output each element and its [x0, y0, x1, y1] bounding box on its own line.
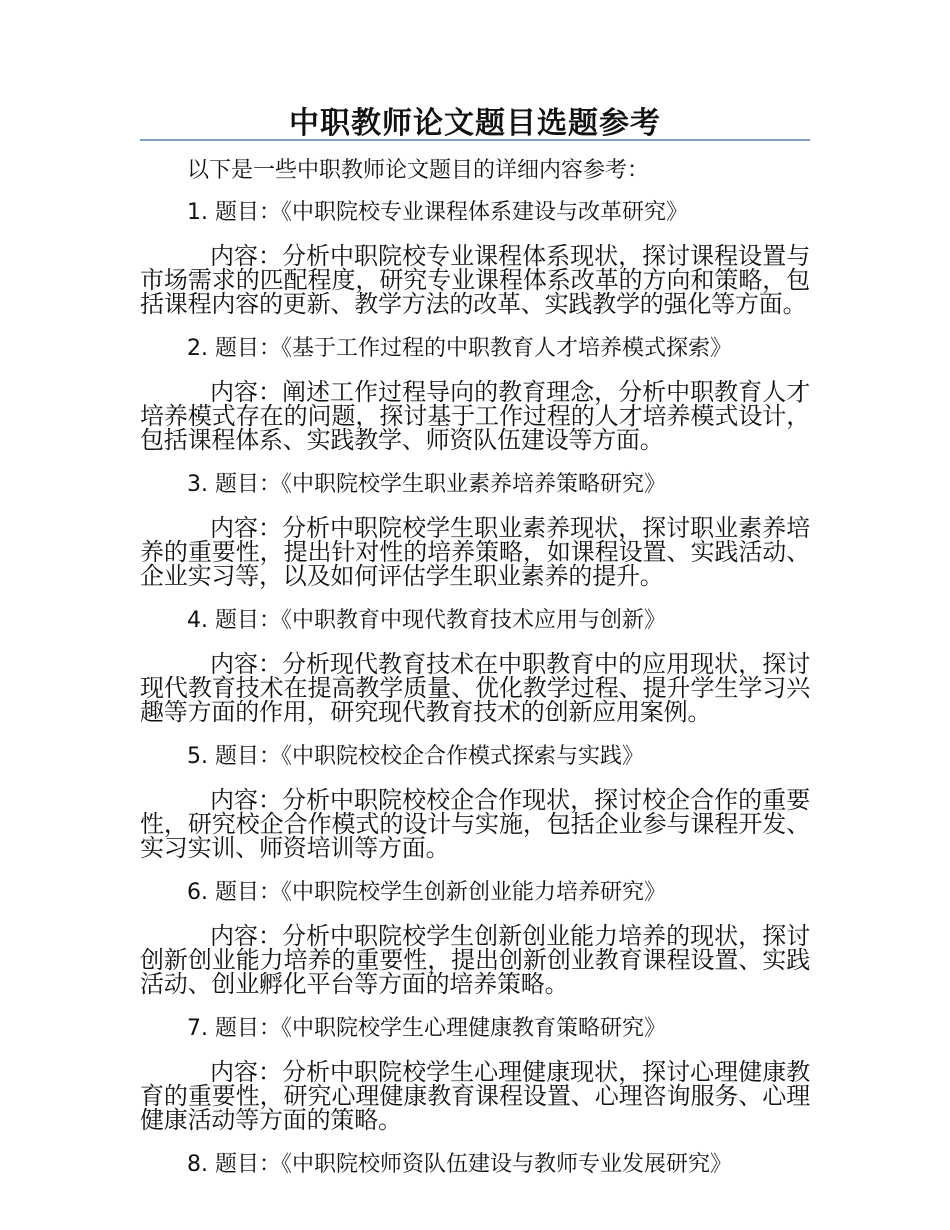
- topic-description: 内容：分析中职院校专业课程体系现状，探讨课程设置与市场需求的匹配程度，研究专业课程体系改革的方向和策略，包括课程内容的更新、教学方法的改革、实践教学的强化等方面。: [140, 242, 810, 318]
- topic-item-1: [140, 196, 810, 316]
- topic-heading: 1. 题目：《中职院校专业课程体系建设与改革研究》: [187, 200, 688, 225]
- topic-item-5: [140, 740, 810, 860]
- topic-heading: 5. 题目：《中职院校校企合作模式探索与实践》: [187, 744, 644, 769]
- topic-item-4: [140, 604, 810, 724]
- topic-heading: 4. 题目：《中职教育中现代教育技术应用与创新》: [187, 608, 666, 633]
- intro-paragraph: 以下是一些中职教师论文题目的详细内容参考：: [187, 158, 650, 183]
- topic-item-2: [140, 332, 810, 452]
- document-body: [140, 154, 810, 1196]
- document-title: 中职教师论文题目选题参考: [289, 106, 661, 141]
- topic-description: 内容：分析中职院校校企合作现状，探讨校企合作的重要性，研究校企合作模式的设计与实施，包括企业参与课程开发、实习实训、师资培训等方面。: [140, 786, 810, 862]
- topic-heading: 6. 题目：《中职院校学生创新创业能力培养研究》: [187, 880, 666, 905]
- topic-description: 内容：分析中职院校学生职业素养现状，探讨职业素养培养的重要性，提出针对性的培养策略，如课程设置、实践活动、企业实习等，以及如何评估学生职业素养的提升。: [140, 514, 810, 590]
- topic-item-7: [140, 1012, 810, 1132]
- topic-item-8: [140, 1148, 810, 1182]
- topic-description: 内容：阐述工作过程导向的教育理念，分析中职教育人才培养模式存在的问题，探讨基于工作过程的人才培养模式设计，包括课程体系、实践教学、师资队伍建设等方面。: [140, 378, 810, 454]
- title-underline: [140, 139, 810, 141]
- topic-heading: 3. 题目：《中职院校学生职业素养培养策略研究》: [187, 472, 666, 497]
- topic-item-3: [140, 468, 810, 588]
- topic-description: 内容：分析中职院校学生心理健康现状，探讨心理健康教育的重要性，研究心理健康教育课程设置、心理咨询服务、心理健康活动等方面的策略。: [140, 1058, 810, 1134]
- topic-item-6: [140, 876, 810, 996]
- topic-description: 内容：分析中职院校学生创新创业能力培养的现状，探讨创新创业能力培养的重要性，提出创新创业教育课程设置、实践活动、创业孵化平台等方面的培养策略。: [140, 922, 810, 998]
- topic-heading: 7. 题目：《中职院校学生心理健康教育策略研究》: [187, 1016, 666, 1041]
- topic-description: 内容：分析现代教育技术在中职教育中的应用现状，探讨现代教育技术在提高教学质量、优化教学过程、提升学生学习兴趣等方面的作用，研究现代教育技术的创新应用案例。: [140, 650, 810, 726]
- topic-heading: 2. 题目：《基于工作过程的中职教育人才培养模式探索》: [187, 336, 732, 361]
- topic-heading: 8. 题目：《中职院校师资队伍建设与教师专业发展研究》: [187, 1152, 732, 1177]
